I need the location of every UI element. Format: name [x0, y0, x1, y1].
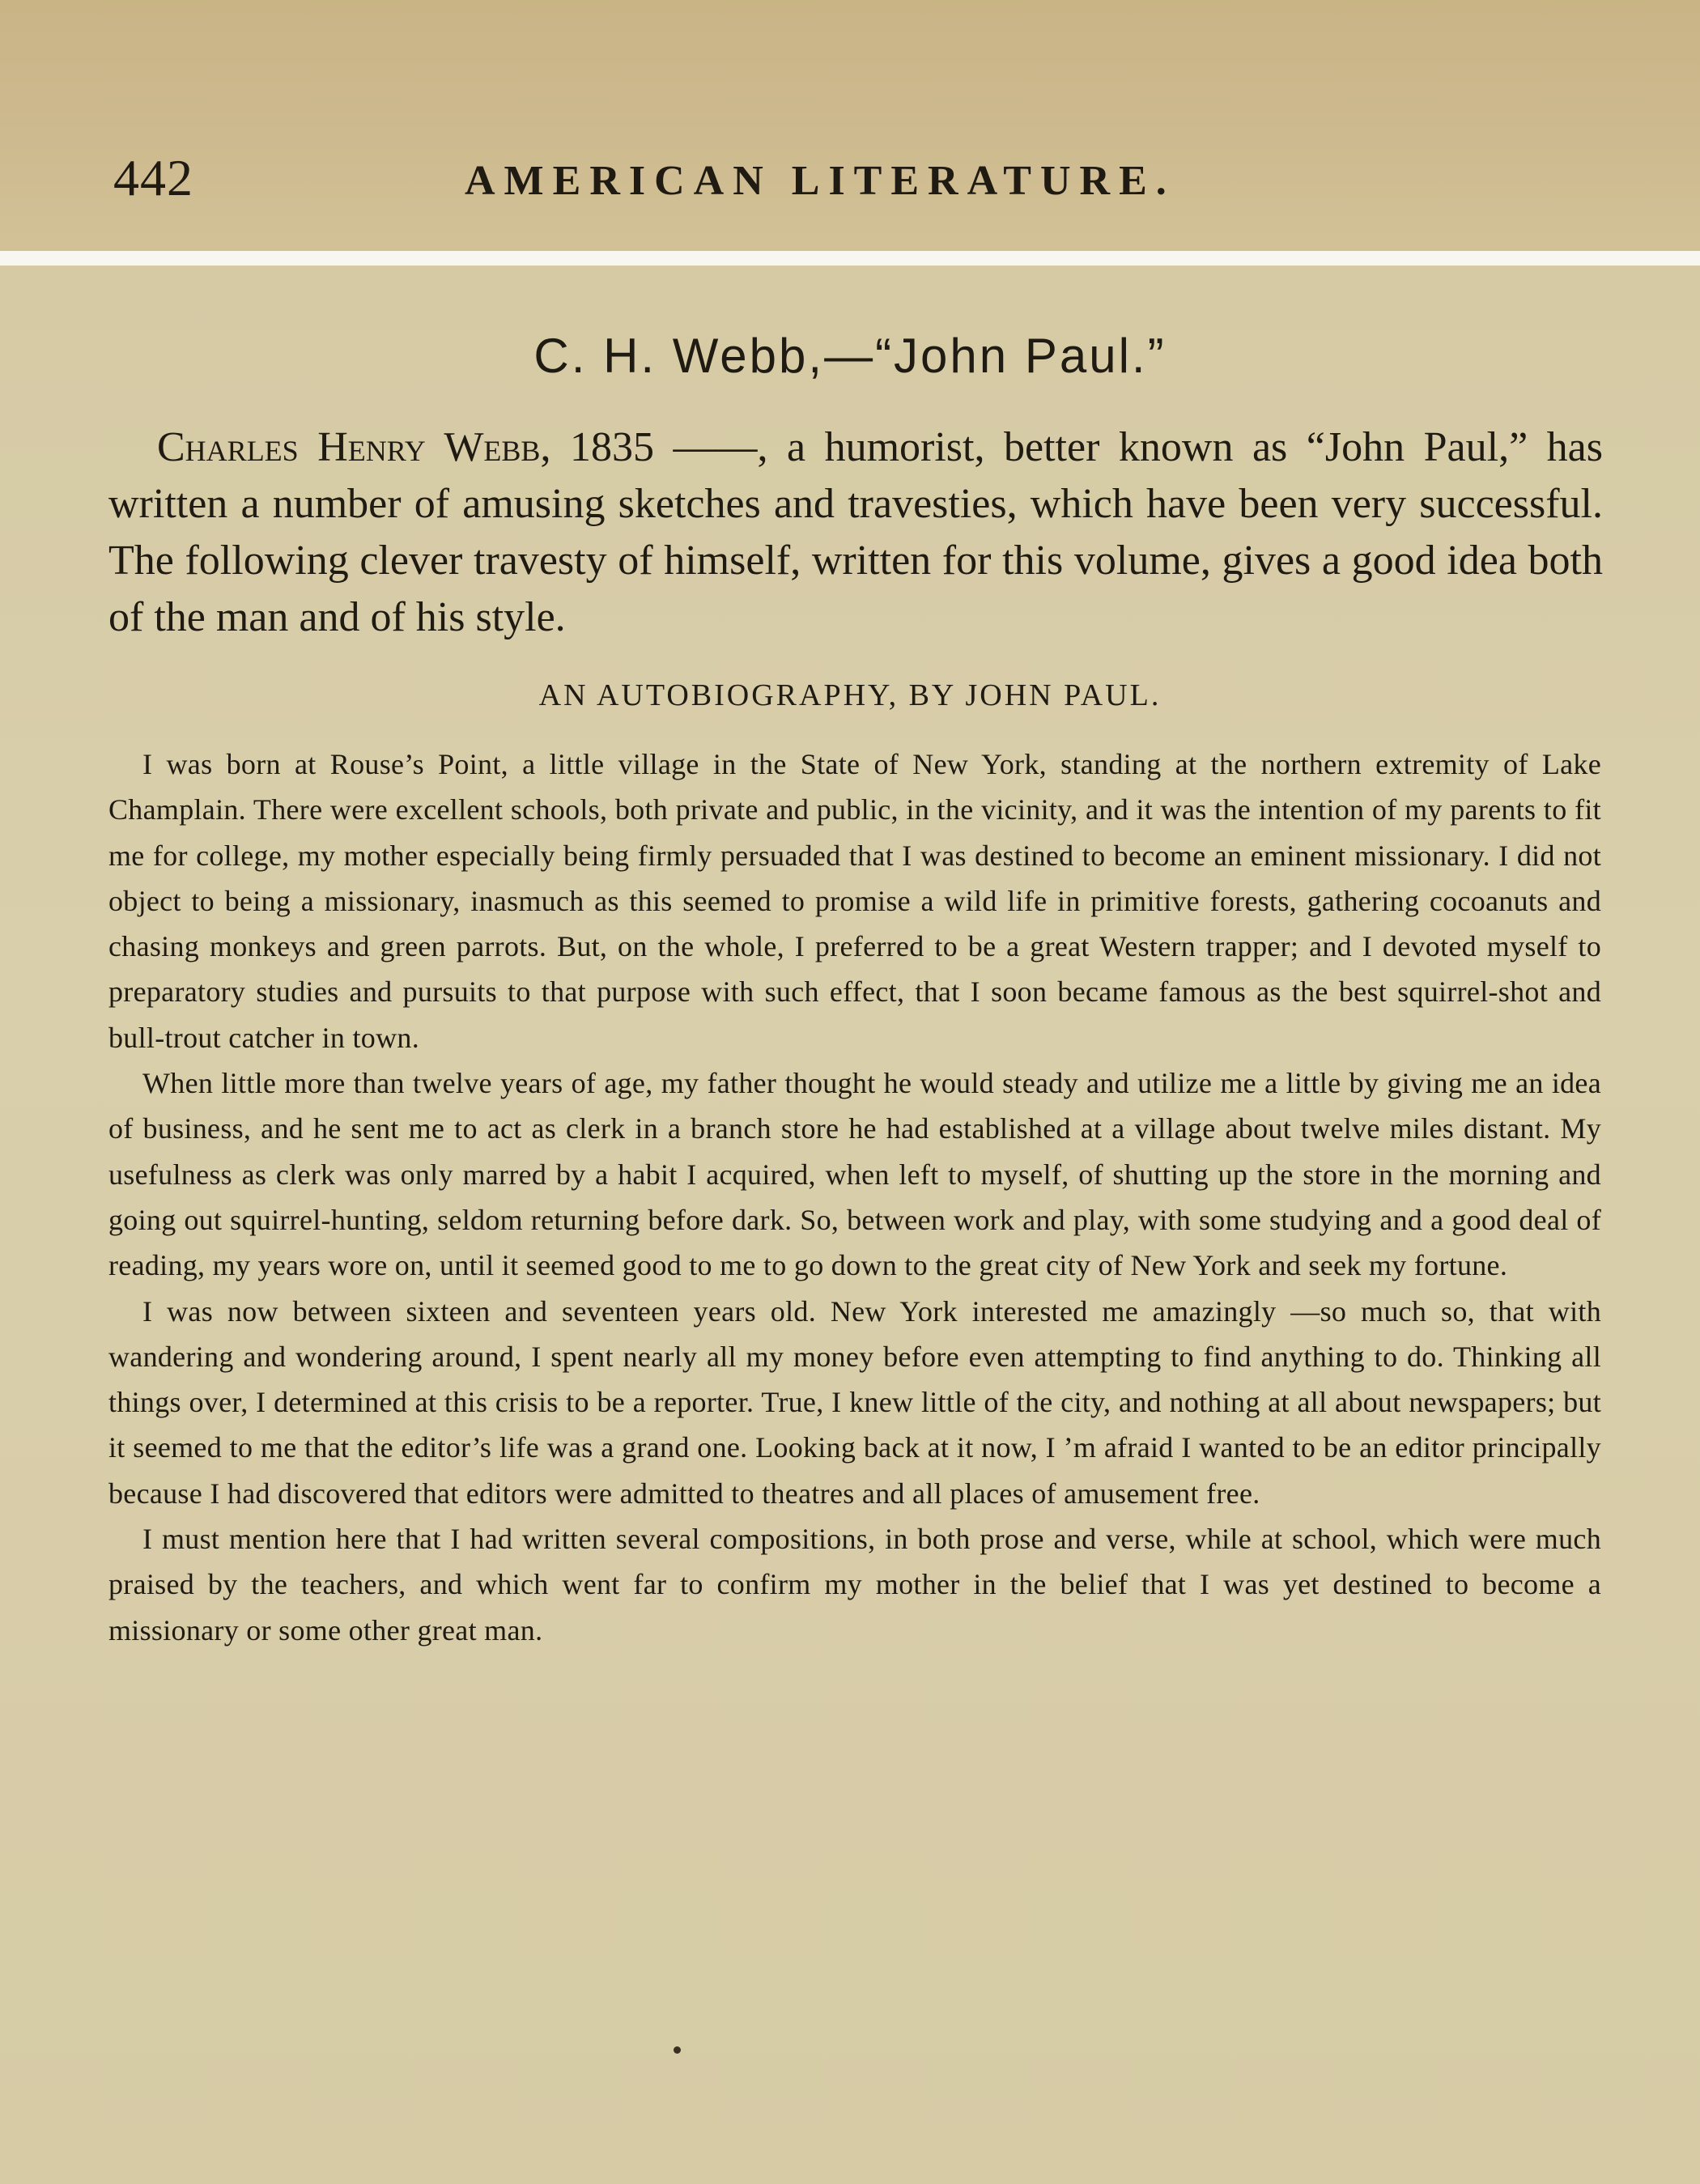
- scan-divider: [0, 251, 1700, 266]
- body-paragraph: I was born at Rouse’s Point, a little village in the State of New York, standing at the northern extremity of Lake Champlain. There were excellent schools, both private and public, in the vicinity, and it was the intention of my parents to fit me for college, my mother especially being firmly persuaded that I was destined to become an eminent missionary. I did not object to being a missionary, inasmuch as this seemed to promise a wild life in primitive forests, gathering cocoanuts and chasing monkeys and green parrots. But, on the whole, I preferred to be a great Western trapper; and I devoted myself to preparatory studies and pursuits to that purpose with such effect, that I soon became famous as the best squirrel-shot and bull-trout catcher in town.: [108, 748, 1601, 1054]
- article-title: C. H. Webb,—“John Paul.”: [533, 329, 1167, 383]
- author-name: Charles Henry Webb: [157, 424, 541, 470]
- section-heading: AN AUTOBIOGRAPHY, BY JOHN PAUL.: [538, 678, 1162, 712]
- header-band: [0, 0, 1700, 251]
- running-head: AMERICAN LITERATURE.: [465, 158, 1175, 204]
- page-number: 442: [113, 149, 193, 206]
- body-text: [108, 741, 1601, 1653]
- body-paragraph: I was now between sixteen and seventeen years old. New York interested me amazingly —so much so, that with wandering and wondering around, I spent nearly all my money before even attempting to find anything to do. Thinking all things over, I determined at this crisis to be a reporter. True, I knew little of the city, and nothing at all about newspapers; but it seemed to me that the editor’s life was a grand one. Looking back at it now, I ’m afraid I wanted to be an editor principally because I had discovered that editors were admitted to theatres and all places of amusement free.: [108, 1294, 1601, 1510]
- ink-speck: [674, 2046, 681, 2054]
- body-paragraph: I must mention here that I had written several compositions, in both prose and verse, while at school, which were much praised by the teachers, and which went far to confirm my mother in the belief that I was yet destined to become a missionary or some other great man.: [108, 1523, 1601, 1646]
- intro-paragraph: [108, 419, 1603, 646]
- intro-text: , 1835 ——, a humorist, better known as “John Paul,” has written a number of amusing sketches and travesties, which have been very successful. The following clever travesty of himself, written for this volume, gives a good idea both of the man and of his style.: [108, 424, 1603, 640]
- body-paragraph: When little more than twelve years of age, my father thought he would steady and utilize me a little by giving me an idea of business, and he sent me to act as clerk in a branch store he had established at a village about twelve miles distant. My usefulness as clerk was only marred by a habit I acquired, when left to myself, of shutting up the store in the morning and going out squirrel-hunting, seldom returning before dark. So, between work and play, with some studying and a good deal of reading, my years wore on, until it seemed good to me to go down to the great city of New York and seek my fortune.: [108, 1067, 1601, 1282]
